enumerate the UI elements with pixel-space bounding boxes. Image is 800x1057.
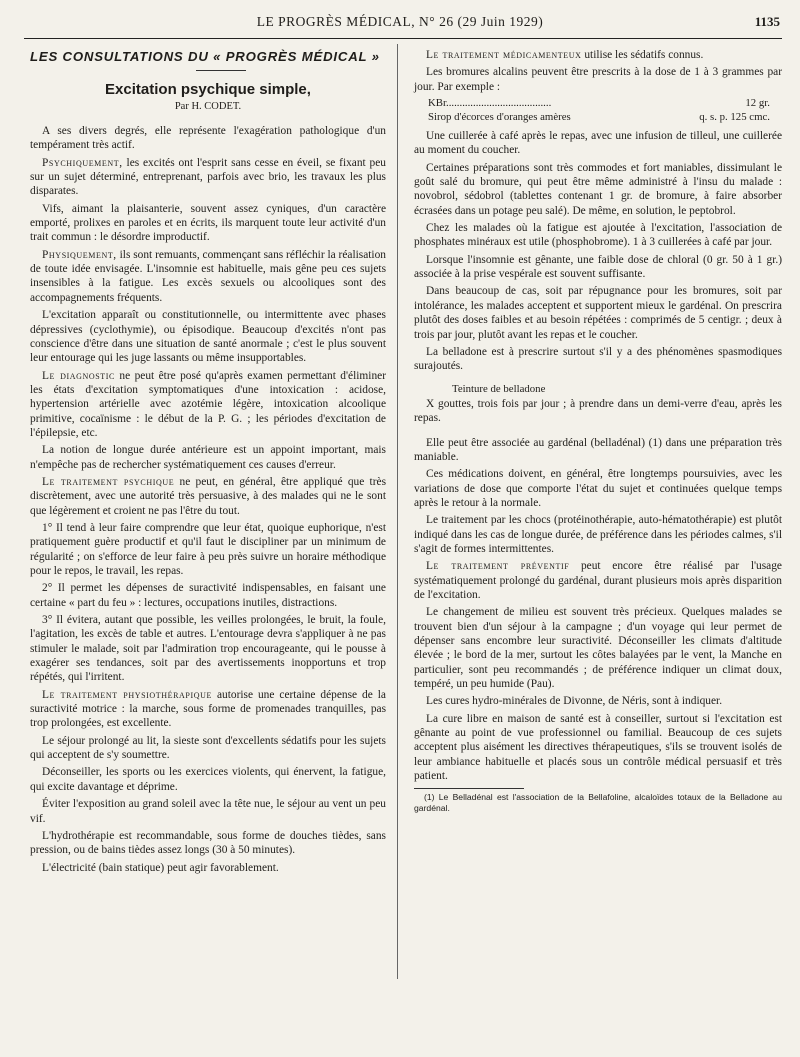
recipe-quantity: q. s. p. 125 cmc.: [699, 110, 770, 123]
running-title: LE PROGRÈS MÉDICAL, N° 26 (29 Juin 1929): [256, 14, 544, 29]
paragraph-physiquement: [30, 248, 386, 305]
paragraph-text: ne peut, en général, être appliqué que très discrètement, avec une autorité très persuasive, à des malades qui ne le sont que légèrement et croient ne pas l'être du tout.: [30, 475, 386, 517]
article-title: Excitation psychique simple,: [105, 81, 311, 99]
paragraph-insomnie: Lorsque l'insomnie est gênante, une faible dose de chloral (0 gr. 50 à 1 gr.) associée à la prise vespérale est souvent suffisante.: [414, 253, 782, 281]
left-column: [30, 50, 386, 878]
paragraph-hydrotherapie: L'hydrothérapie est recommandable, sous forme de douches tièdes, sans pression, ou de bains tièdes assez longs (30 à 50 minutes).: [30, 829, 386, 857]
paragraph-point-1: 1° Il tend à leur faire comprendre que leur état, quoique euphorique, n'est pratiquement guère productif et qu'il faut le discipliner par un minimum de régularité ; on s'efforce de leur faire à peu près suivre un horaire méthodique pour le repos, le travail, les repas.: [30, 521, 386, 577]
run-in-heading: Psychiquement,: [42, 156, 123, 169]
paragraph-text: ne peut être posé qu'après examen permettant d'éliminer les états d'excitation symptomatiques d'une intoxication : acidose, hypertension artérielle avec azotémie légère, intoxication alcoolique primitive, cocaïnisme : le début de la P. G. ; les périodes d'excitation de l'épilepsie, etc.: [30, 369, 386, 439]
header-rule: [24, 38, 782, 39]
run-in-heading: Le traitement physiothérapique: [42, 688, 212, 701]
paragraph-medications: Ces médications doivent, en général, être longtemps poursuivies, avec les variations de dose que comporte l'état du sujet et continuées quelque temps après le retour à la normale.: [414, 468, 782, 509]
paragraph-deconseiller: Déconseiller, les sports ou les exercices violents, qui énervent, la fatigue, qui excite davantage et déprime.: [30, 766, 386, 793]
paragraph-text: utilise les sédatifs connus.: [581, 49, 704, 61]
right-column: [414, 48, 782, 814]
prescription-title: Teinture de belladone: [452, 382, 546, 395]
paragraph-cure-libre: La cure libre en maison de santé est à conseiller, surtout si l'excitation est gênante au point de vue professionnel ou familial. Beaucoup de ces sujets acceptent plus aisément les directives thérapeutiques, s'ils se trouvent isolés de leur ambiance habituelle et placés sous un contrôle médical persuasif et très patient.: [414, 712, 782, 783]
paragraph-cuilleree: Une cuillerée à café après le repas, avec une infusion de tilleul, une cuillerée au moment du coucher.: [414, 130, 782, 157]
recipe-item: Sirop d'écorces d'oranges amères: [428, 110, 571, 123]
byline: Par H. CODET.: [174, 100, 242, 112]
recipe: [414, 97, 782, 124]
section-title: LES CONSULTATIONS DU « PROGRÈS MÉDICAL »: [30, 49, 380, 64]
recipe-quantity: 12 gr.: [745, 97, 770, 110]
footnote-rule: [414, 788, 524, 789]
paragraph-associee: Elle peut être associée au gardénal (belladénal) (1) dans une préparation très maniable.: [414, 436, 782, 463]
paragraph-text: autorise une certaine dépense de la suractivité motrice : la marche, sous forme de promenades tranquilles, pas trop prolongées, est excellente.: [30, 688, 386, 730]
paragraph-intro: A ses divers degrés, elle représente l'exagération pathologique d'un tempérament très actif.: [30, 125, 386, 152]
paragraph-traitement-physiotherapique: [30, 688, 386, 731]
run-in-heading: Le traitement psychique: [42, 475, 175, 488]
paragraph-traitement-medicamenteux: [414, 48, 782, 62]
running-header: [0, 14, 800, 34]
recipe-line: [414, 111, 782, 125]
paragraph-certaines: Certaines préparations sont très commodes et fort maniables, dissimulant le goût salé du bromure, qui peut être même administré à l'insu du malade : novobrol, sédobrol (tablettes contenant 1 gr. de bromure, à faire absorber écrasées dans un potage peu salé). De même, en solution, le peptobrol.: [414, 161, 782, 217]
title-rule: [196, 70, 246, 71]
paragraph-point-3: 3° Il évitera, autant que possible, les veilles prolongées, le bruit, la foule, l'agitation, les excès de table et autres. L'entourage devra s'appliquer à ne pas stimuler le malade, soit par l'admiration trop encourageante, qui le pousse à exagérer ses tendances, soit par des avertissements inopportuns et trop répétés, qui l'irritent.: [30, 614, 386, 684]
paragraph-traitement-psychique: [30, 475, 386, 518]
paragraph-changement-milieu: Le changement de milieu est souvent très précieux. Quelques malades se trouvent bien d'un séjour à la campagne ; d'un voyage qui leur permet de dépenser sans encombre leur suractivité. Déconseiller les climats d'altitude élevée ; le bord de la mer, surtout les côtes balayées par le vent, la Manche en particulier, sont peu recommandés ; de préférence indiquer un climat doux, tempéré, un peu humide (Pau).: [414, 606, 782, 691]
paragraph-electricite: L'électricité (bain statique) peut agir favorablement.: [42, 861, 279, 874]
paragraph-point-2: 2° Il permet les dépenses de suractivité indispensables, en faisant une certaine « part du feu » : lectures, occupations inutiles, distractions.: [30, 582, 386, 609]
page-number: 1135: [754, 14, 780, 29]
paragraph-vifs: Vifs, aimant la plaisanterie, souvent assez cyniques, d'un caractère emporté, prolixes en paroles et en écrits, ils marquent toute leur activité d'un trait commun : le désordre improductif.: [30, 202, 386, 244]
paragraph-cures: Les cures hydro-minérales de Divonne, de Néris, sont à indiquer.: [426, 695, 723, 708]
paragraph-excitation: L'excitation apparaît ou constitutionnelle, ou intermittente avec phases dépressives (cyclothymie), ou épisodique. Beaucoup d'excités n'ont pas conscience d'être dans une situation de santé anormale ; c'est le plus souvent leur entourage qui les juge lassants ou même insupportables.: [30, 309, 386, 365]
paragraph-notion: La notion de longue durée antérieure est un appoint important, mais n'empêche pas de rechercher systématiquement ces causes d'erreur.: [30, 444, 386, 471]
paragraph-fatigue: Chez les malades où la fatigue est ajoutée à l'excitation, l'association de phosphates minéraux est utile (phosphobrome). 1 à 3 cuillerées à café par jour.: [414, 222, 782, 249]
paragraph-belladone: La belladone est à prescrire surtout s'il y a des phénomènes spasmodiques surajoutés.: [414, 345, 782, 373]
paragraph-text: ils sont remuants, commençant sans réfléchir la réalisation de toute idée envisagée. L'insomnie est habituelle, mais gêne peu ces sujets insensibles à la fatigue. Les excès sexuels ou alcooliques sont des accompagnements fréquents.: [30, 248, 386, 304]
paragraph-sejour: Le séjour prolongé au lit, la sieste sont d'excellents sédatifs pour les sujets qui acceptent de s'y soumettre.: [30, 734, 386, 762]
paragraph-eviter: Éviter l'exposition au grand soleil avec la tête nue, le séjour au vent un peu vif.: [30, 798, 386, 825]
run-in-heading: Le traitement médicamenteux: [426, 49, 582, 61]
run-in-heading: Physiquement,: [42, 248, 117, 261]
paragraph-diagnostic: [30, 369, 386, 441]
footnote: (1) Le Belladénal est l'association de la Bellafoline, alcaloïdes totaux de la Belladone au gardénal.: [414, 792, 782, 814]
recipe-item: KBr.......................................: [428, 97, 552, 110]
column-divider: [397, 44, 398, 979]
run-in-heading: Le diagnostic: [42, 369, 115, 382]
paragraph-chocs: Le traitement par les chocs (protéinothérapie, auto-hématothérapie) est plutôt indiqué dans les cas de longue durée, de préférence dans les périodes calmes, s'il s'agit de formes intermittentes.: [414, 514, 782, 555]
run-in-heading: Le traitement préventif: [426, 560, 570, 573]
paragraph-traitement-preventif: [414, 559, 782, 602]
paragraph-psychiquement: [30, 156, 386, 199]
prescription-line: X gouttes, trois fois par jour ; à prendre dans un demi-verre d'eau, après les repas.: [414, 397, 782, 425]
paragraph-dans: Dans beaucoup de cas, soit par répugnance pour les bromures, soit par intolérance, les malades acceptent et supportent mieux le gardénal. On prescrira plutôt des doses faibles et au besoin répétées : comprimés de 5 centigr. ; deux à trois par jour, plutôt avant les repas et le coucher.: [414, 285, 782, 341]
paragraph-text: peut encore être réalisé par l'usage systématiquement prolongé du gardénal, durant plusieurs mois après disparition de l'excitation.: [414, 560, 782, 601]
paragraph-text: les excités ont l'esprit sans cesse en éveil, se fixant peu sur un sujet déterminé, entreprenant, parfois avec brio, les travaux les plus disparates.: [30, 156, 386, 198]
paragraph-bromures: Les bromures alcalins peuvent être prescrits à la dose de 1 à 3 grammes par jour. Par exemple :: [414, 66, 782, 93]
recipe-line: [414, 97, 782, 111]
